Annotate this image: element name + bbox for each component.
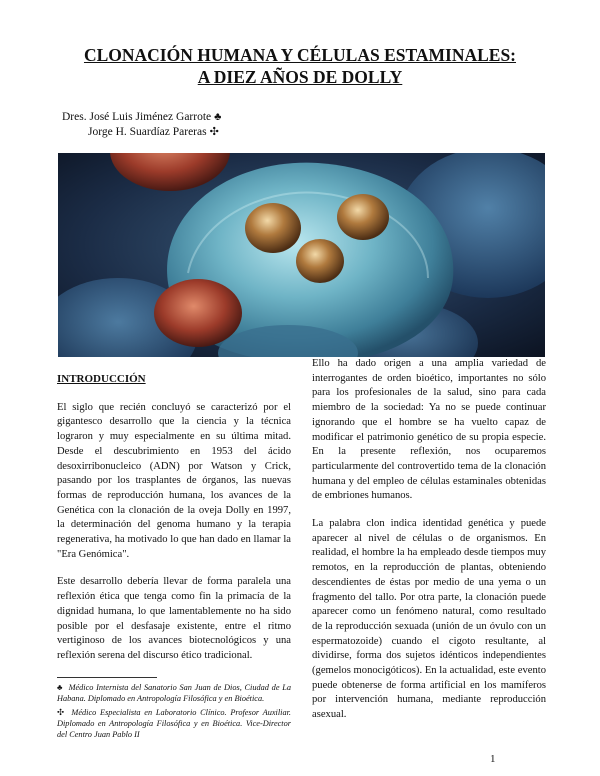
author-2-name: Jorge H. Suardíaz Pareras: [88, 126, 207, 138]
author-line-1: [62, 110, 221, 125]
footnote-1: [57, 682, 291, 704]
author-line-2: [62, 125, 221, 140]
paragraph: Este desarrollo debería llevar de forma paralela una reflexión ética que tenga como fin la primacía de la dignidad humana, lo que lamentablemente no ha sido posible por el desfasaje existente, entre el ritmo vertiginoso de los avances biotecnológicos y una reflexión serena del discurso ético tradicional.: [57, 576, 291, 661]
footnote-text: Médico Especialista en Laboratorio Clínico. Profesor Auxiliar. Diplomado en Antropología Filosófica y en Bioética. Vice-Director del Centro Juan Pablo II: [57, 707, 291, 739]
club-symbol: ♣: [214, 111, 222, 123]
paragraph: El siglo que recién concluyó se caracterizó por el gigantesco desarrollo que la ciencia y la técnica lograron y muy especialmente en su última mitad. Desde el descubrimiento en 1953 del ácido desoxirribonucleico (ADN) por Watson y Crick, pasando por los trasplantes de órganos, las nuevas formas de reproducción humana, los avances de la Genética con la clonación de la oveja Dolly en 1997, la determinación del genoma humano y la terapia regenerativa, ha motivado lo que han dado en llamar la "Era Genómica".: [57, 401, 291, 560]
cross-symbol: ✣: [209, 126, 219, 138]
footnote-divider: [57, 677, 157, 678]
paragraph: La palabra clon indica identidad genética y puede aparecer al nivel de células o de organismos. En realidad, el hombre la ha empleado desde tiempos muy remotos, en la reproducción de plantas, obteniendo descendientes de éstas por medio de una yema o un fragmento del tallo. Por otra parte, la clonación puede aparecer como un fenómeno natural, como resultado de la reproducción sexuada (unión de un óvulo con un espermatozoide) cuando el cigoto resultante, al dividirse, forma dos sujetos idénticos independientes (gemelos monocigóticos). En la actualidad, este evento puede obtenerse de forma artificial en los mamíferos por intervención humana, mediante reproducción asexual.: [312, 518, 546, 721]
page-number: 1: [490, 753, 496, 765]
left-column: [57, 372, 291, 743]
footnote-text: Médico Internista del Sanatorio San Juan de Dios, Ciudad de La Habana. Diplomado en Antropología Filosófica y en Bioética.: [57, 682, 291, 703]
introduction-heading: INTRODUCCIÓN: [57, 373, 146, 385]
micrograph-illustration: [58, 153, 545, 357]
title-line-2: A DIEZ AÑOS DE DOLLY: [197, 67, 403, 87]
paragraph: Ello ha dado origen a una amplia variedad de interrogantes de orden bioético, importantes no sólo para los profesionales de la salud, sino para cada miembro de la sociedad: Ya no se puede continuar ignorando que el hombre se ha vuelto capaz de modificar el patrimonio genético de su propia especie. En la presente reflexión, nos ocuparemos particularmente del controvertido tema de la clonación humana y del empleo de células estaminales obtenidas de embriones humanos.: [312, 358, 546, 502]
paper-title: [0, 44, 600, 88]
title-line-1: CLONACIÓN HUMANA Y CÉLULAS ESTAMINALES:: [83, 45, 517, 65]
club-symbol: ♣: [57, 682, 64, 692]
footnote-2: [57, 707, 291, 740]
right-column: [312, 357, 546, 736]
authors-block: [62, 110, 221, 140]
cell-micrograph-image: [58, 153, 545, 357]
author-1-name: Dres. José Luis Jiménez Garrote: [62, 111, 212, 123]
cross-symbol: ✣: [57, 707, 64, 717]
